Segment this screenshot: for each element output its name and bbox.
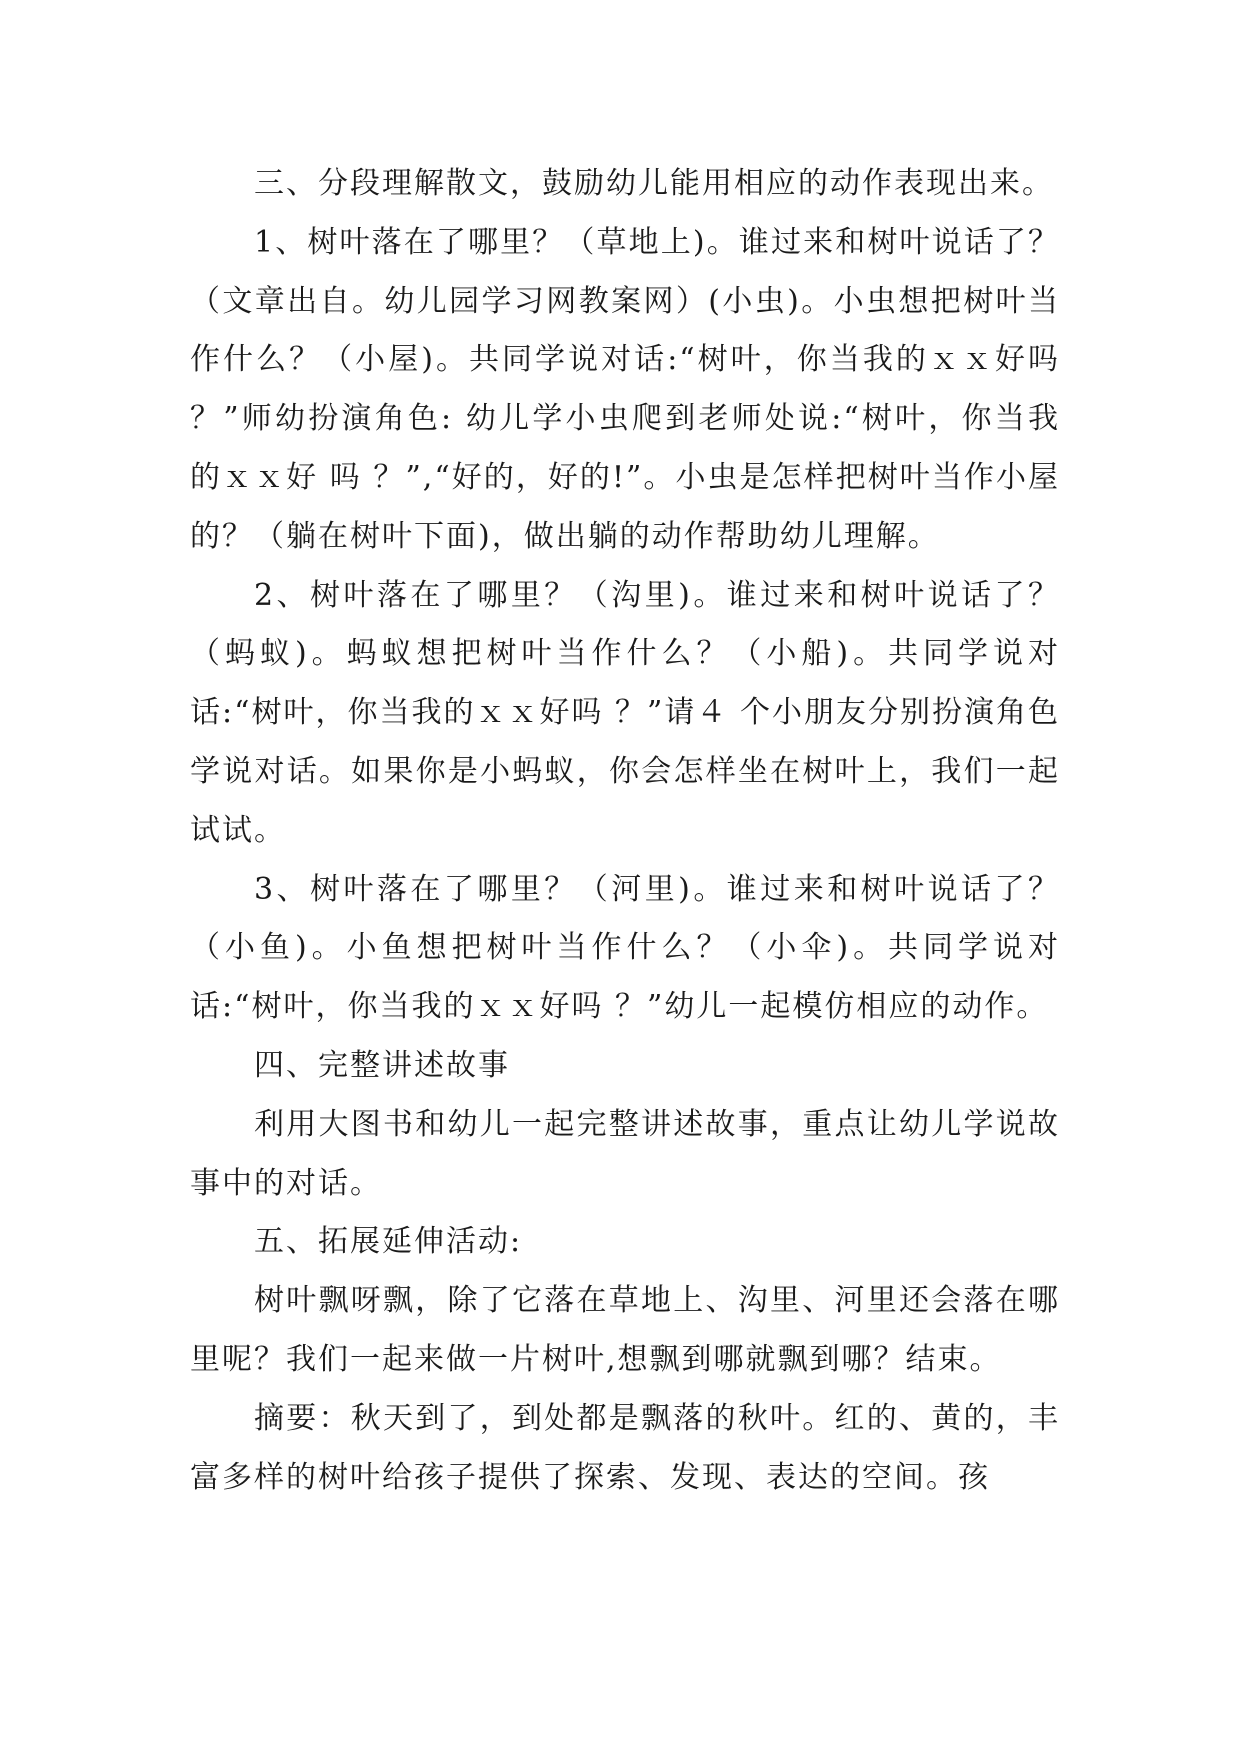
paragraph-section-four-body: 利用大图书和幼儿一起完整讲述故事，重点让幼儿学说故事中的对话。 (190, 1106, 1060, 1201)
paragraph-summary: 摘要：秋天到了，到处都是飘落的秋叶。红的、黄的，丰富多样的树叶给孩子提供了探索、发现、表达的空间。孩 (190, 1400, 1060, 1495)
paragraph-section-four-heading: 四、完整讲述故事 (254, 1047, 510, 1083)
paragraph-section-five-body: 树叶飘呀飘，除了它落在草地上、沟里、河里还会落在哪里呢？我们一起来做一片树叶,想飘到哪就飘到哪？结束。 (190, 1283, 1060, 1377)
paragraph-step-two: 2、树叶落在了哪里？（沟里)。谁过来和树叶说话了？（蚂蚁)。蚂蚁想把树叶当作什么？（小船)。共同学说对话:“树叶，你当我的ｘｘ好吗 ？”请４ 个小朋友分别扮演角色学说对话。如果你是小蚂蚁，你会怎样坐在树叶上，我们一起试试。 (190, 577, 1060, 848)
paragraph-step-three: 3、树叶落在了哪里？（河里)。谁过来和树叶说话了？（小鱼)。小鱼想把树叶当作什么？（小伞)。共同学说对话:“树叶，你当我的ｘｘ好吗 ？”幼儿一起模仿相应的动作。 (190, 871, 1060, 1025)
paragraph-step-one: 1、树叶落在了哪里？（草地上)。谁过来和树叶说话了？（文章出自。幼儿园学习网教案网）(小虫)。小虫想把树叶当作什么？（小屋)。共同学说对话:“树叶，你当我的ｘｘ好吗 ？”师幼扮演角色: 幼儿学小虫爬到老师处说:“树叶，你当我的ｘｘ好 吗 ？”,“好的，好的!”。小虫是怎样把树叶当作小屋的？（躺在树叶下面)，做出躺的动作帮助幼儿理解。 (190, 224, 1072, 554)
document-body (190, 155, 1072, 1507)
paragraph-section-three-heading: 三、分段理解散文，鼓励幼儿能用相应的动作表现出来。 (254, 166, 1054, 201)
paragraph-section-five-heading: 五、拓展延伸活动: (254, 1224, 523, 1260)
